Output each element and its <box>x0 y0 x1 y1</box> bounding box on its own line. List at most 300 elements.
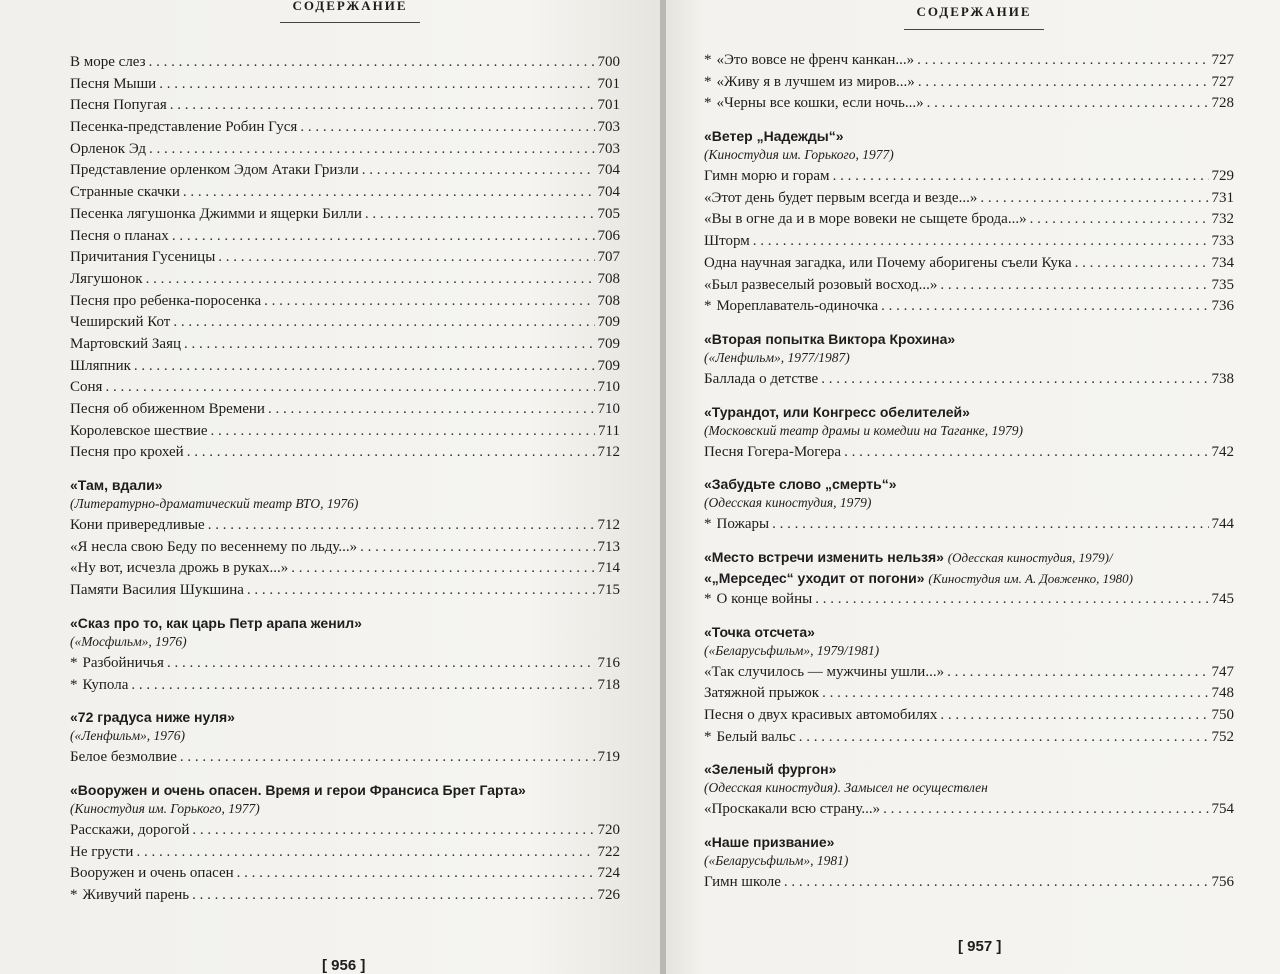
entry-title <box>70 74 156 96</box>
entry-title <box>704 72 915 94</box>
section-title <box>70 780 620 800</box>
entry-title <box>70 204 362 226</box>
dot-leader <box>183 182 595 204</box>
toc-entry <box>704 369 1234 391</box>
asterisk-marker: * <box>704 52 712 68</box>
toc-entry <box>70 842 620 864</box>
entry-title <box>704 50 914 72</box>
section-title <box>704 329 1234 349</box>
dot-leader <box>980 188 1208 210</box>
entry-title-text: Песенка-представление Робин Гуся <box>70 119 298 136</box>
section-subtitle: (Киностудия им. Горького, 1977) <box>70 800 260 816</box>
toc-entry <box>704 662 1234 684</box>
dot-leader <box>1075 253 1209 275</box>
dot-leader <box>883 799 1208 821</box>
dot-leader <box>940 275 1208 297</box>
toc-entry <box>704 683 1234 705</box>
toc-section <box>704 402 1234 464</box>
dot-leader <box>799 727 1209 749</box>
entry-title <box>70 269 143 291</box>
entry-page-number: 733 <box>1211 233 1234 250</box>
dot-leader <box>772 514 1208 536</box>
entry-title <box>704 442 841 464</box>
entry-title <box>70 842 133 864</box>
entry-page-number: 701 <box>597 75 620 92</box>
dot-leader <box>918 72 1209 94</box>
entry-title-text: Купола <box>82 676 129 693</box>
toc-entry <box>70 204 620 226</box>
dot-leader <box>180 747 595 769</box>
entry-title <box>704 662 944 684</box>
entry-title-text: «Проскакали всю страну...» <box>704 801 881 818</box>
head-rule <box>904 29 1044 30</box>
toc-entry <box>70 269 620 291</box>
entry-page-number: 744 <box>1211 516 1234 533</box>
toc-right <box>704 50 1234 894</box>
entry-page-number: 726 <box>597 886 620 903</box>
entry-page-number: 703 <box>597 119 620 136</box>
entry-title <box>704 209 1027 231</box>
entry-title <box>70 421 208 443</box>
toc-entry <box>70 95 620 117</box>
section-title-text: «Вооружен и очень опасен. Время и герои Франсиса Брет Гарта» <box>70 781 526 798</box>
entry-title-text: О конце войны <box>716 590 813 607</box>
entry-page-number: 745 <box>1211 590 1234 607</box>
dot-leader <box>167 653 595 675</box>
page-number: [ 956 ] <box>322 957 366 974</box>
entry-title-text: Песня про ребенка-поросенка <box>70 292 262 309</box>
entry-title-text: Баллада о детстве <box>704 370 819 387</box>
entry-title-text: Не грусти <box>70 843 134 860</box>
entry-page-number: 704 <box>597 184 620 201</box>
toc-entry <box>70 747 620 769</box>
section-title-text: «Наше призвание» <box>704 834 835 851</box>
running-head: СОДЕРЖАНИЕ <box>292 0 408 13</box>
asterisk-marker: * <box>704 73 712 90</box>
entry-page-number: 712 <box>597 444 620 461</box>
entry-title <box>704 683 819 705</box>
section-subtitle: (Московский театр драмы и комедии на Таганке, 1979) <box>704 422 1024 438</box>
dot-leader <box>134 356 595 378</box>
entry-title-text: Соня <box>70 379 103 396</box>
entry-page-number: 705 <box>597 205 620 222</box>
dot-leader <box>237 863 595 885</box>
dot-leader <box>917 50 1208 72</box>
toc-entry <box>70 356 620 378</box>
section-title <box>704 832 1234 852</box>
section-title-text: «Вторая попытка Виктора Крохина» <box>704 330 956 347</box>
entry-title <box>70 580 244 602</box>
dot-leader <box>300 117 594 139</box>
section-title-text: «Сказ про то, как царь Петр арапа женил» <box>70 614 362 631</box>
dot-leader <box>149 52 595 74</box>
dot-leader <box>822 683 1208 705</box>
toc-section <box>70 707 620 769</box>
section-title-text: «Забудьте слово „смерть“» <box>704 476 897 493</box>
toc-section <box>704 329 1234 391</box>
entry-page-number: 719 <box>597 749 620 766</box>
asterisk-marker: * <box>704 298 712 315</box>
entry-title-text: Песня Попугая <box>70 97 167 114</box>
entry-title <box>70 537 357 559</box>
toc-entry <box>704 188 1234 210</box>
entry-title <box>70 52 146 74</box>
dot-leader <box>136 842 594 864</box>
entry-title <box>704 296 878 318</box>
section-subtitle: («Беларусьфильм», 1979/1981) <box>704 642 880 658</box>
entry-title-text: Пожары <box>716 516 770 533</box>
toc-entry <box>70 182 620 204</box>
toc-entry <box>704 209 1234 231</box>
toc-entry <box>704 872 1234 894</box>
entry-title <box>704 727 796 749</box>
entry-title <box>70 160 359 182</box>
entry-page-number: 732 <box>1211 211 1234 228</box>
toc-entry <box>704 50 1234 72</box>
entry-page-number: 716 <box>597 654 620 671</box>
dot-leader <box>173 312 594 334</box>
entry-title <box>704 166 830 188</box>
dot-leader <box>360 537 594 559</box>
entry-title <box>70 312 170 334</box>
section-title <box>704 622 1234 642</box>
toc-entry <box>70 675 620 697</box>
entry-title-text: Гимн морю и горам <box>704 168 830 185</box>
toc-section <box>704 126 1234 318</box>
toc-entry <box>704 705 1234 727</box>
entry-page-number: 752 <box>1211 728 1234 745</box>
entry-page-number: 715 <box>597 582 620 599</box>
entry-page-number: 704 <box>597 162 620 179</box>
entry-title <box>70 95 167 117</box>
entry-title <box>70 226 169 248</box>
asterisk-marker: * <box>704 95 712 112</box>
toc-section <box>704 759 1234 821</box>
asterisk-marker: * <box>704 516 712 533</box>
entry-title-text: Песня Мыши <box>70 75 157 92</box>
toc-section <box>704 622 1234 749</box>
right-page <box>666 0 1280 974</box>
entry-title <box>70 747 177 769</box>
entry-title-text: Песня об обиженном Времени <box>70 401 265 417</box>
entry-title <box>70 247 215 269</box>
page-number: [ 957 ] <box>958 938 1002 955</box>
toc-entry <box>704 514 1234 536</box>
entry-page-number: 708 <box>597 270 620 287</box>
entry-title-text: «Был развеселый розовый восход...» <box>704 276 938 293</box>
entry-title-text: Чеширский Кот <box>70 314 171 331</box>
dot-leader <box>815 589 1208 611</box>
entry-page-number: 712 <box>597 517 620 534</box>
entry-page-number: 709 <box>597 314 620 331</box>
section-title-text: «72 градуса ниже нуля» <box>70 709 235 726</box>
entry-page-number: 736 <box>1211 298 1234 315</box>
section-title-text: «„Мерседес“ уходит от погони» <box>704 569 925 586</box>
dot-leader <box>187 442 595 464</box>
entry-page-number: 722 <box>597 843 620 860</box>
toc-entry <box>70 139 620 161</box>
toc-left <box>70 52 620 907</box>
toc-entry <box>70 537 620 559</box>
entry-title-text: «Так случилось — мужчины ушли...» <box>704 663 945 680</box>
entry-title <box>704 93 924 115</box>
entry-page-number: 727 <box>1211 52 1234 68</box>
entry-title <box>70 558 288 580</box>
toc-entry <box>704 589 1234 611</box>
section-title <box>70 707 620 727</box>
entry-page-number: 709 <box>597 357 620 374</box>
toc-entry <box>704 727 1234 749</box>
toc-entry <box>704 166 1234 188</box>
dot-leader <box>1030 209 1209 231</box>
entry-page-number: 727 <box>1211 73 1234 90</box>
entry-title <box>70 653 164 675</box>
entry-page-number: 701 <box>597 97 620 114</box>
toc-entry <box>704 72 1234 94</box>
entry-title <box>70 820 189 842</box>
entry-title <box>70 356 131 378</box>
entry-page-number: 711 <box>598 422 620 439</box>
entry-title <box>704 253 1072 275</box>
section-title-text: «Там, вдали» <box>70 477 163 494</box>
toc-entry <box>70 334 620 356</box>
dot-leader <box>149 139 594 161</box>
entry-title-text: «Это вовсе не френч канкан...» <box>716 52 915 68</box>
toc-entry <box>704 275 1234 297</box>
entry-title-text: Песенка лягушонка Джимми и ящерки Билли <box>70 205 362 222</box>
toc-entry <box>70 863 620 885</box>
toc-entry <box>70 117 620 139</box>
toc-entry <box>70 399 620 421</box>
toc-entry <box>704 253 1234 275</box>
toc-entry <box>70 377 620 399</box>
head-rule <box>280 22 420 23</box>
entry-title-text: Странные скачки <box>70 184 180 201</box>
entry-title <box>704 275 937 297</box>
dot-leader <box>131 675 594 697</box>
entry-page-number: 714 <box>597 560 620 577</box>
toc-section <box>704 474 1234 536</box>
toc-entry <box>704 93 1234 115</box>
entry-page-number: 720 <box>597 821 620 838</box>
entry-page-number: 729 <box>1211 168 1234 185</box>
entry-title <box>70 291 261 313</box>
toc-section <box>704 832 1234 894</box>
entry-title-text: Песня о двух красивых автомобилях <box>704 707 938 723</box>
toc-entry <box>70 421 620 443</box>
entry-title-text: Белый вальс <box>716 728 796 745</box>
dot-leader <box>844 442 1208 464</box>
entry-title-text: Песня Гогера-Могера <box>704 443 842 460</box>
entry-title <box>704 799 880 821</box>
section-title-text: «Место встречи изменить нельзя» <box>704 548 944 565</box>
toc-entry <box>70 442 620 464</box>
entry-title <box>704 369 818 391</box>
toc-entry <box>70 558 620 580</box>
entry-page-number: 707 <box>597 249 620 266</box>
running-head: СОДЕРЖАНИЕ <box>916 4 1032 19</box>
entry-title-text: Мореплаватель-одиночка <box>716 298 879 315</box>
toc-entry <box>704 442 1234 464</box>
dot-leader <box>146 269 595 291</box>
section-title-text: «Точка отсчета» <box>704 623 815 640</box>
dot-leader <box>940 705 1208 727</box>
entry-title <box>70 334 181 356</box>
entry-title-text: Затяжной прыжок <box>704 685 820 702</box>
entry-page-number: 718 <box>597 676 620 693</box>
entry-title-text: Шляпник <box>70 357 131 374</box>
toc-entry <box>70 291 620 313</box>
entry-title <box>704 705 937 727</box>
toc-entry <box>70 226 620 248</box>
entry-title-text: «Живу я в лучшем из миров...» <box>716 73 915 90</box>
section-subtitle: («Беларусьфильм», 1981) <box>704 853 849 869</box>
entry-page-number: 703 <box>597 140 620 157</box>
section-title-text: «Турандот, или Конгресс обелителей» <box>704 403 970 420</box>
entry-page-number: 750 <box>1211 707 1234 723</box>
section-title-note: (Киностудия им. А. Довженко, 1980) <box>928 570 1133 586</box>
section-title <box>70 613 620 633</box>
section-title <box>704 759 1234 779</box>
toc-entry <box>70 885 620 907</box>
entry-title <box>70 863 234 885</box>
entry-title-text: Живучий парень <box>82 886 190 903</box>
toc-entry <box>70 247 620 269</box>
entry-title-text: Одна научная загадка, или Почему аборигены съели Кука <box>704 254 1072 271</box>
entry-title-text: Представление орленком Эдом Атаки Гризли <box>70 162 359 179</box>
entry-title-text: Белое безмолвие <box>70 749 177 766</box>
dot-leader <box>170 95 595 117</box>
entry-title <box>704 872 781 894</box>
dot-leader <box>264 291 594 313</box>
section-subtitle: (Литературно-драматический театр ВТО, 1976) <box>70 496 359 512</box>
dot-leader <box>365 204 595 226</box>
section-subtitle: («Мосфильм», 1976) <box>70 633 187 649</box>
dot-leader <box>172 226 595 248</box>
toc-entry <box>70 312 620 334</box>
asterisk-marker: * <box>70 654 78 671</box>
entry-title-text: Королевское шествие <box>70 422 208 439</box>
section-title-text: «Ветер „Надежды“» <box>704 128 844 145</box>
toc-entry <box>70 820 620 842</box>
entry-title <box>70 442 184 464</box>
toc-entry <box>70 515 620 537</box>
entry-page-number: 734 <box>1211 254 1234 271</box>
entry-page-number: 708 <box>597 292 620 309</box>
entry-title <box>70 139 146 161</box>
entry-title <box>704 188 977 210</box>
entry-page-number: 713 <box>597 538 620 555</box>
dot-leader <box>192 820 594 842</box>
asterisk-marker: * <box>704 590 712 607</box>
toc-entry <box>704 231 1234 253</box>
toc-entry <box>70 52 620 74</box>
section-title-note: (Одесская киностудия, 1979)/ <box>947 549 1113 565</box>
entry-page-number: 710 <box>597 401 620 417</box>
toc-entry <box>70 580 620 602</box>
entry-page-number: 748 <box>1211 685 1234 702</box>
entry-page-number: 728 <box>1211 95 1234 112</box>
dot-leader <box>784 872 1209 894</box>
dot-leader <box>105 377 594 399</box>
dot-leader <box>821 369 1208 391</box>
section-title <box>704 402 1234 422</box>
entry-title <box>704 589 812 611</box>
entry-title-text: Шторм <box>704 233 750 250</box>
toc-entry <box>704 296 1234 318</box>
entry-title <box>70 885 189 907</box>
entry-title-text: Песня про крохей <box>70 444 184 461</box>
dot-leader <box>291 558 594 580</box>
entry-title-text: Расскажи, дорогой <box>70 821 190 838</box>
entry-title <box>704 514 769 536</box>
entry-page-number: 747 <box>1211 663 1234 680</box>
entry-title <box>70 675 128 697</box>
entry-page-number: 700 <box>597 54 620 70</box>
entry-title-text: Разбойничья <box>82 654 164 671</box>
entry-page-number: 709 <box>597 335 620 352</box>
section-title-text: «Зеленый фургон» <box>704 761 837 778</box>
toc-entry <box>70 653 620 675</box>
toc-entry <box>704 799 1234 821</box>
dot-leader <box>753 231 1209 253</box>
entry-page-number: 731 <box>1211 189 1234 206</box>
entry-page-number: 706 <box>597 227 620 244</box>
asterisk-marker: * <box>70 886 78 903</box>
section-subtitle: («Ленфильм», 1977/1987) <box>704 349 850 365</box>
section-subtitle: (Киностудия им. Горького, 1977) <box>704 147 894 163</box>
section-subtitle: («Ленфильм», 1976) <box>70 728 186 744</box>
dot-leader <box>184 334 595 356</box>
dot-leader <box>159 74 594 96</box>
entry-page-number: 710 <box>597 379 620 396</box>
asterisk-marker: * <box>704 728 712 745</box>
section-title <box>704 547 1234 568</box>
entry-title-text: Вооружен и очень опасен <box>70 865 234 882</box>
entry-title-text: В море слез <box>70 54 146 70</box>
section-title <box>704 474 1234 494</box>
entry-title-text: «Черны все кошки, если ночь...» <box>716 95 924 112</box>
dot-leader <box>881 296 1208 318</box>
entry-page-number: 742 <box>1211 443 1234 460</box>
dot-leader <box>927 93 1209 115</box>
section-title <box>704 126 1234 146</box>
section-subtitle: (Одесская киностудия, 1979) <box>704 495 872 511</box>
entry-title-text: Песня о планах <box>70 227 169 244</box>
dot-leader <box>211 421 596 443</box>
dot-leader <box>192 885 594 907</box>
entry-title-text: Памяти Василия Шукшина <box>70 582 244 599</box>
entry-title <box>70 399 265 421</box>
entry-title-text: Мартовский Заяц <box>70 335 181 352</box>
toc-section <box>70 475 620 602</box>
entry-title <box>70 182 180 204</box>
asterisk-marker: * <box>70 676 78 693</box>
entry-title-text: Причитания Гусеницы <box>70 249 216 266</box>
entry-title-text: Орленок Эд <box>70 140 147 157</box>
entry-title <box>70 377 102 399</box>
entry-title-text: «Я несла свою Беду по весеннему по льду...» <box>70 538 358 555</box>
dot-leader <box>268 399 595 421</box>
entry-page-number: 754 <box>1211 801 1234 818</box>
entry-title-text: «Ну вот, исчезла дрожь в руках...» <box>70 560 289 577</box>
entry-title-text: «Вы в огне да и в море вовеки не сыщете брода...» <box>704 211 1027 228</box>
toc-section <box>70 780 620 907</box>
entry-page-number: 735 <box>1211 276 1234 293</box>
entry-page-number: 756 <box>1211 874 1234 891</box>
dot-leader <box>218 247 594 269</box>
dot-leader <box>947 662 1208 684</box>
